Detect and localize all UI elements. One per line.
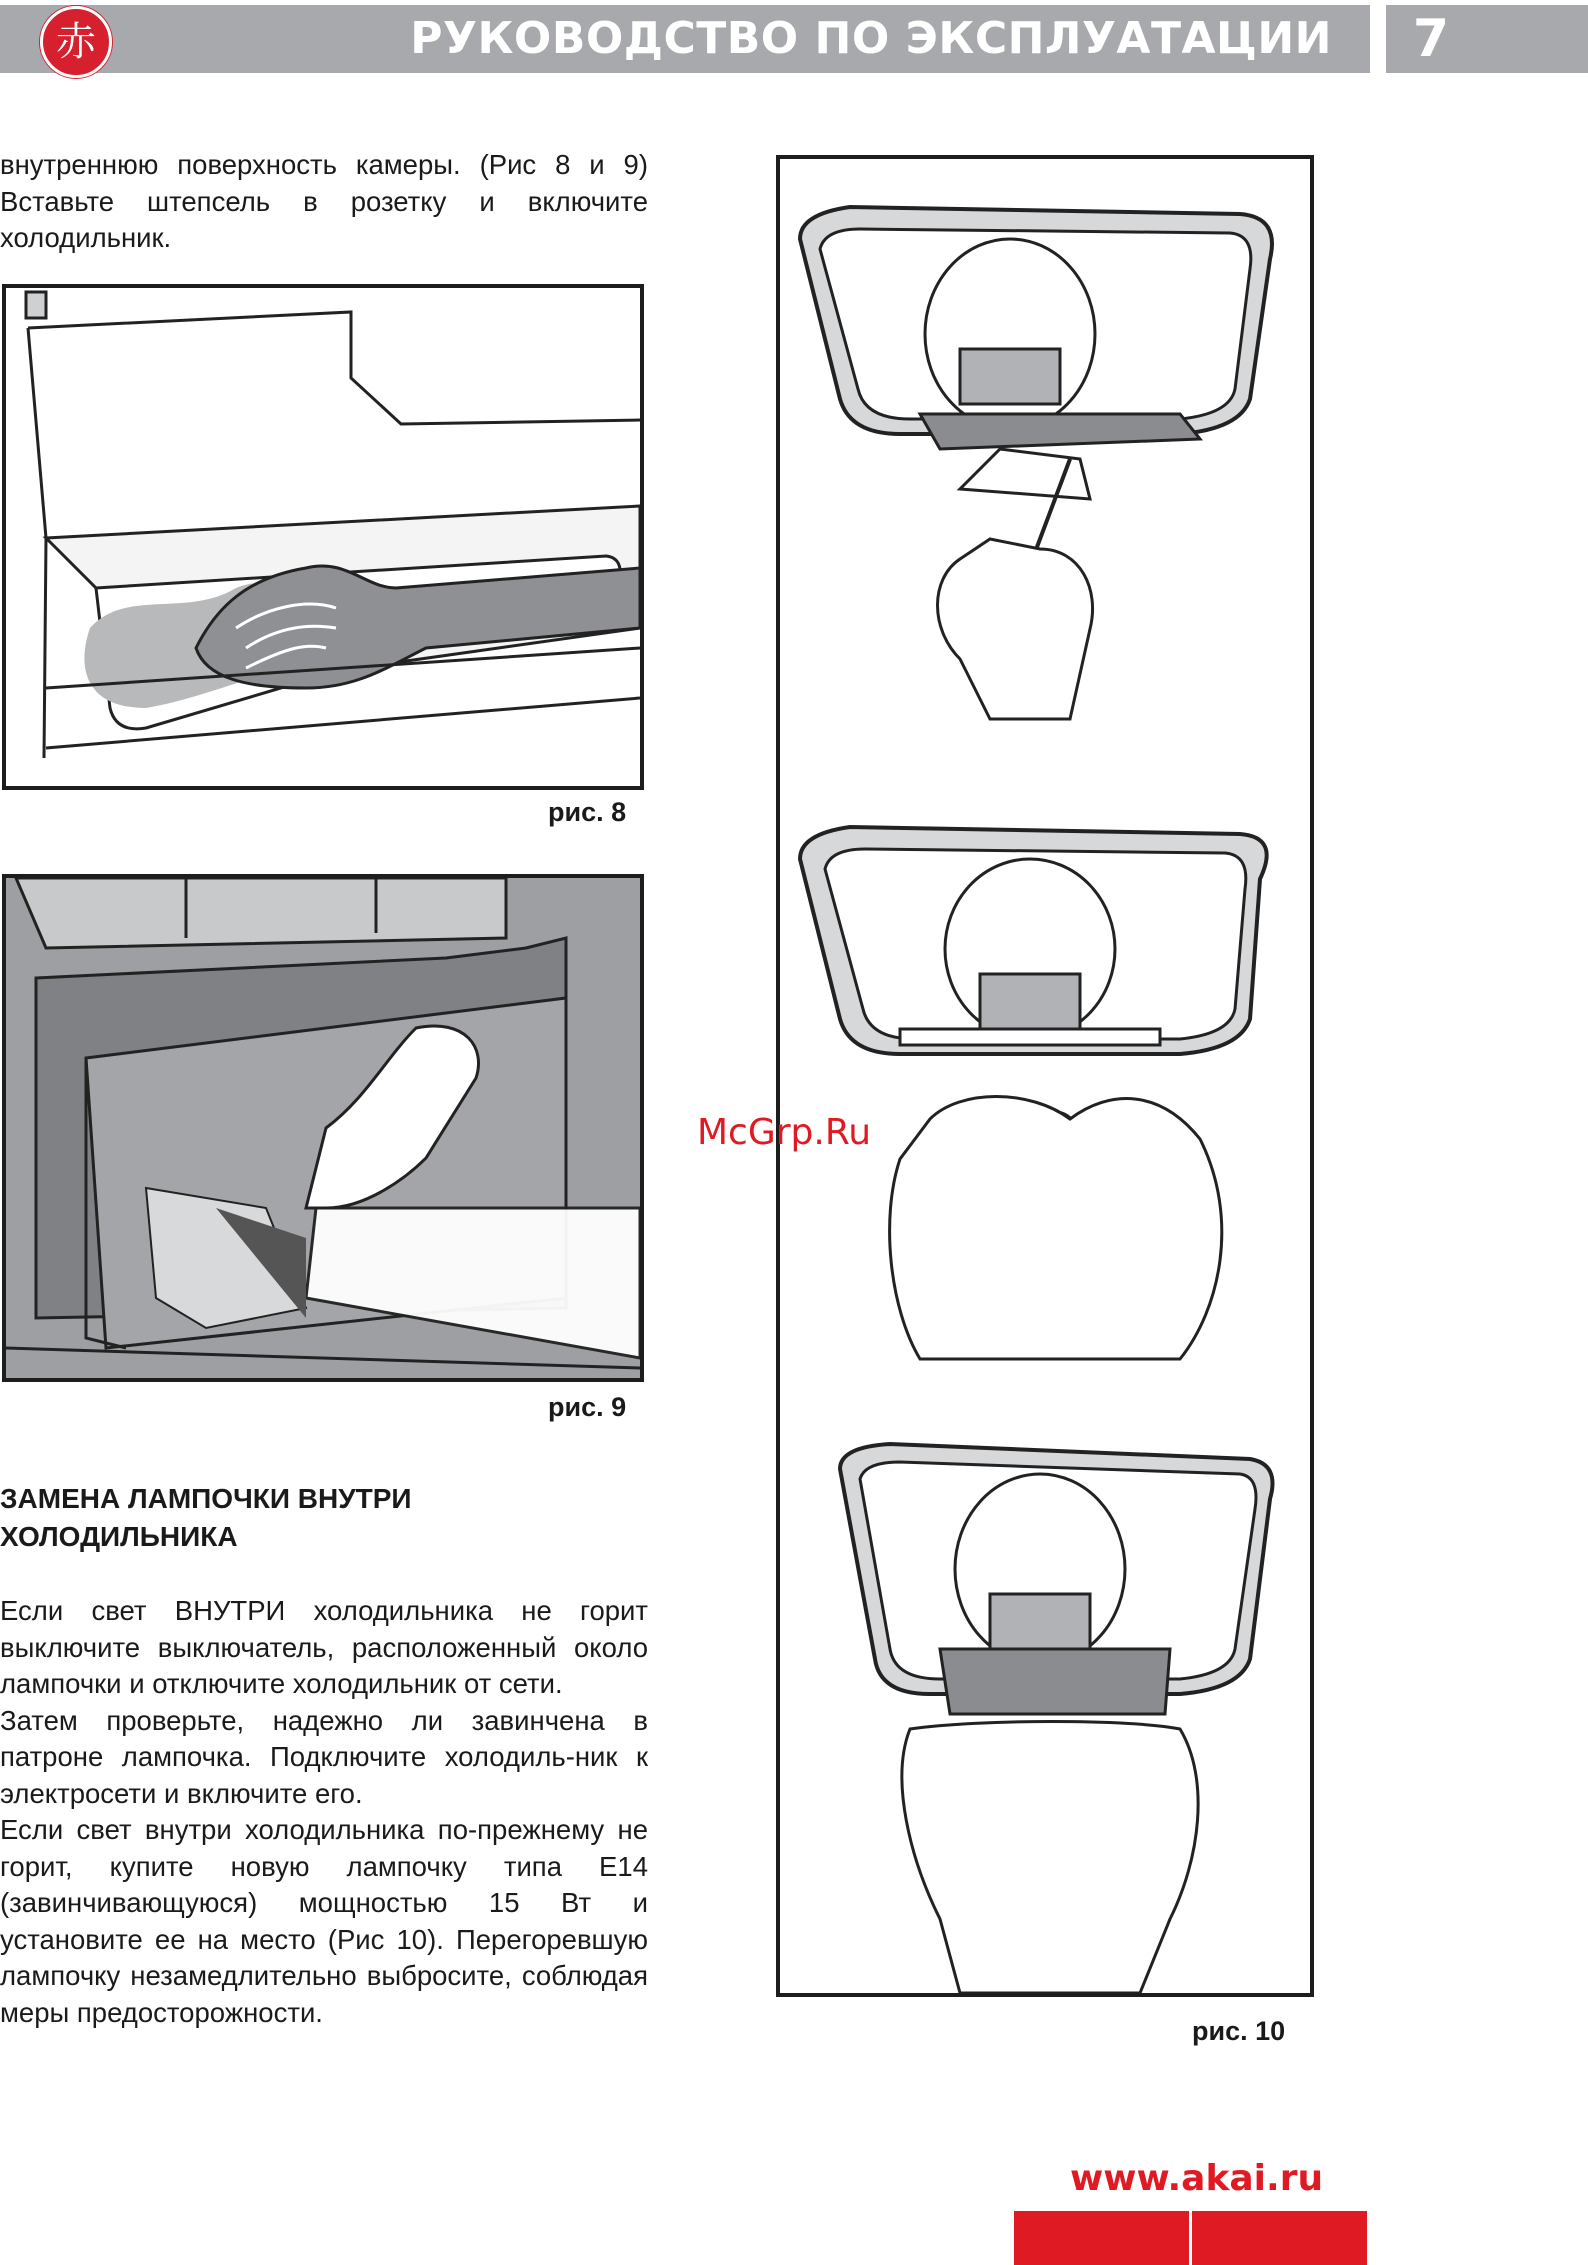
figure-9-illustration <box>2 874 644 1382</box>
header-bar <box>0 5 1370 73</box>
watermark: McGrp.Ru <box>697 1112 872 1153</box>
section-heading-line-2: ХОЛОДИЛЬНИКА <box>0 1521 238 1552</box>
paragraph: Затем проверьте, надежно ли завинчена в патроне лампочка. Подключите холодиль-ник к электросети и включите его. <box>0 1704 648 1809</box>
section-heading <box>0 1480 648 1556</box>
website-link[interactable]: www.akai.ru <box>1070 2158 1324 2199</box>
section-heading-line-1: ЗАМЕНА ЛАМПОЧКИ ВНУТРИ <box>0 1483 412 1514</box>
figure-8-illustration <box>2 284 644 790</box>
intro-text: внутреннюю поверхность камеры. (Рис 8 и 9) Вставьте штепсель в розетку и включите холодильник. <box>0 149 648 253</box>
paragraph: Если свет внутри холодильника по-прежнему не горит, купите новую лампочку типа Е14 (завинчивающуюся) мощностью 15 Вт и установите ее на место (Рис 10). Перегоревшую лампочку незамедлительно выбросите, соблюдая меры предосторожности. <box>0 1814 648 2028</box>
figure-8-caption: рис. 8 <box>548 797 627 827</box>
figure-10-caption: рис. 10 <box>1192 2016 1286 2046</box>
brand-logo: 赤 <box>40 6 112 78</box>
figure-9-caption: рис. 9 <box>548 1392 627 1422</box>
section-body <box>0 1593 648 2031</box>
header-title: РУКОВОДСТВО ПО ЭКСПЛУАТАЦИИ <box>410 13 1332 64</box>
page-number-box <box>1386 5 1588 73</box>
footer-divider <box>1189 2211 1192 2265</box>
paragraph: Если свет ВНУТРИ холодильника не горит выключите выключатель, расположенный около лампочки и отключите холодильник от сети. <box>0 1595 648 1699</box>
figure-10-illustration <box>776 155 1314 1997</box>
fig9-drawing <box>6 878 640 1378</box>
page-number: 7 <box>1412 9 1450 69</box>
fig10-drawing <box>780 159 1310 1993</box>
fig8-drawing <box>6 288 640 786</box>
